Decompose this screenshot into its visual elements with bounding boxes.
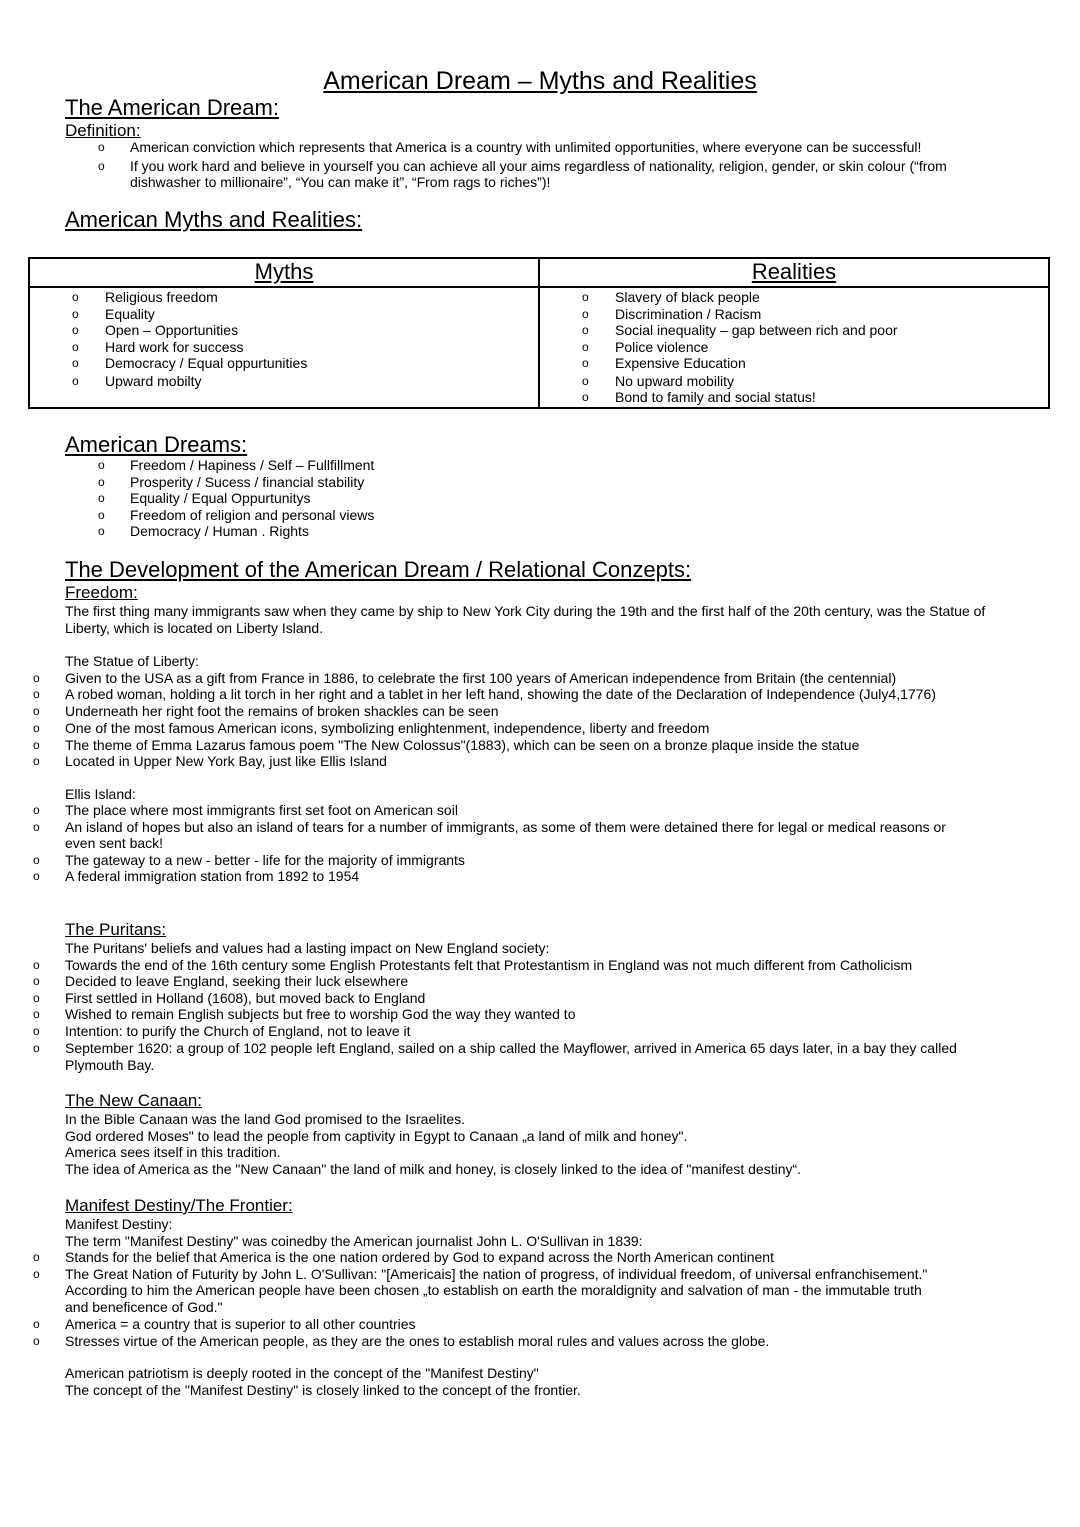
list-item: o The place where most immigrants first set foot on American soil <box>0 802 955 819</box>
canaan-line: In the Bible Canaan was the land God promised to the Israelites. <box>65 1111 466 1127</box>
freedom-heading: Freedom: <box>65 583 138 602</box>
statue-list <box>0 670 955 770</box>
realities-list <box>540 289 1048 406</box>
list-item: o Democracy / Equal oppurtunities <box>30 355 538 372</box>
list-item: o If you work hard and believe in yourself you can achieve all your aims regardless of nationality, religion, gender, or skin colour (“from dishwasher to millionaire”, “You can make it”, “From rags to riches”)! <box>65 158 995 191</box>
manifest-label: Manifest Destiny: <box>65 1216 173 1232</box>
list-item: o Located in Upper New York Bay, just like Ellis Island <box>0 753 955 770</box>
list-item: o Democracy / Human . Rights <box>65 523 995 540</box>
ellis-label: Ellis Island: <box>65 785 136 802</box>
document-title: American Dream – Myths and Realities <box>323 67 757 95</box>
manifest-section <box>65 1196 1045 1398</box>
ellis-list <box>0 802 955 885</box>
list-item: o Hard work for success <box>30 339 538 356</box>
definition-list <box>65 139 995 191</box>
canaan-section <box>65 1091 1045 1177</box>
myths-realities-section <box>65 207 1020 233</box>
list-item: o Prosperity / Sucess / financial stability <box>65 474 995 491</box>
myths-list <box>30 289 538 389</box>
development-heading: The Development of the American Dream / Relational Conzepts: <box>65 557 692 582</box>
list-item-continuation: According to him the American people have been chosen „to establish on earth the moraldignity and salvation of man - the immutable truth and beneficence of God." <box>65 1282 922 1315</box>
myths-realities-heading: American Myths and Realities: <box>65 207 363 232</box>
puritans-section <box>65 920 1045 1073</box>
table-body-row <box>30 288 1048 407</box>
list-item: o Social inequality – gap between rich and poor <box>540 322 1048 339</box>
canaan-heading: The New Canaan: <box>65 1091 203 1110</box>
list-item: o Stresses virtue of the American people, as they are the ones to establish moral rules and values across the globe. <box>0 1333 945 1350</box>
list-item: o Bond to family and social status! <box>540 389 1048 406</box>
list-item: o Open – Opportunities <box>30 322 538 339</box>
list-item <box>0 1266 945 1316</box>
table-header-row <box>30 259 1048 288</box>
list-item: o Freedom / Hapiness / Self – Fullfillment <box>65 457 995 474</box>
statue-label: The Statue of Liberty: <box>65 653 199 669</box>
list-item: o First settled in Holland (1608), but moved back to England <box>0 990 960 1007</box>
canaan-line: God ordered Moses" to lead the people from captivity in Egypt to Canaan „a land of milk and honey". <box>65 1127 688 1144</box>
development-section <box>65 557 1045 885</box>
list-item: o The theme of Emma Lazarus famous poem "The New Colossus"(1883), which can be seen on a bronze plaque inside the statue <box>0 737 955 754</box>
list-item: o One of the most famous American icons, symbolizing enlightenment, independence, liberty and freedom <box>0 720 955 737</box>
list-item: o Given to the USA as a gift from France in 1886, to celebrate the first 100 years of American independence from Britain (the centennial) <box>0 670 955 687</box>
american-dreams-list <box>65 457 995 540</box>
freedom-paragraph: The first thing many immigrants saw when they came by ship to New York City during the 19th and the first half of the 20th century, was the Statue of Liberty, which is located on Liberty Island. <box>65 603 986 636</box>
list-item: o Police violence <box>540 339 1048 356</box>
american-dream-section <box>65 95 1020 141</box>
american-dreams-section <box>65 432 1020 458</box>
realities-column-header: Realities <box>751 259 837 284</box>
american-dream-heading: The American Dream: <box>65 95 279 120</box>
canaan-line: The idea of America as the "New Canaan" the land of milk and honey, is closely linked to the idea of "manifest destiny“. <box>65 1160 802 1177</box>
list-item: o Intention: to purify the Church of England, not to leave it <box>0 1023 960 1040</box>
list-item: o Discrimination / Racism <box>540 306 1048 323</box>
list-item: o America = a country that is superior to all other countries <box>0 1316 945 1333</box>
list-item: o American conviction which represents that America is a country with unlimited opportunities, where everyone can be successful! <box>65 139 995 156</box>
myths-column <box>30 288 540 407</box>
list-item: o Underneath her right foot the remains of broken shackles can be seen <box>0 703 955 720</box>
american-dreams-heading: American Dreams: <box>65 432 248 457</box>
list-item: o A federal immigration station from 1892 to 1954 <box>0 868 955 885</box>
list-item: o No upward mobility <box>540 373 1048 390</box>
list-item: o Equality / Equal Oppurtunitys <box>65 490 995 507</box>
list-item: o Equality <box>30 306 538 323</box>
puritans-heading: The Puritans: <box>65 920 167 939</box>
list-item: o Stands for the belief that America is the one nation ordered by God to expand across the North American continent <box>0 1249 945 1266</box>
canaan-line: America sees itself in this tradition. <box>65 1144 281 1160</box>
manifest-list <box>0 1249 945 1349</box>
manifest-closing: The concept of the "Manifest Destiny" is closely linked to the concept of the frontier. <box>65 1381 581 1398</box>
realities-column <box>540 288 1048 407</box>
list-item: o September 1620: a group of 102 people left England, sailed on a ship called the Mayflower, arrived in America 65 days later, in a bay they called Plymouth Bay. <box>0 1040 960 1073</box>
list-item: o Expensive Education <box>540 355 1048 372</box>
list-item: o Towards the end of the 16th century some English Protestants felt that Protestantism in England was not much different from Catholicism <box>0 957 960 974</box>
list-item: o Freedom of religion and personal views <box>65 507 995 524</box>
manifest-closing: American patriotism is deeply rooted in the concept of the "Manifest Destiny" <box>65 1365 539 1381</box>
myths-realities-table <box>28 257 1050 409</box>
manifest-intro: The term "Manifest Destiny" was coinedby the American journalist John L. O'Sullivan in 1839: <box>65 1232 643 1249</box>
list-item-text: The Great Nation of Futurity by John L. O'Sullivan: "[Americais] the nation of progress, of individual freedom, of universal enfranchisement." <box>65 1265 928 1282</box>
puritans-list <box>0 957 960 1074</box>
definition-subheading: Definition: <box>65 121 141 140</box>
puritans-intro: The Puritans' beliefs and values had a lasting impact on New England society: <box>65 940 550 956</box>
list-item: o Upward mobilty <box>30 373 538 390</box>
list-item: o An island of hopes but also an island of tears for a number of immigrants, as some of them were detained there for legal or medical reasons or even sent back! <box>0 819 955 852</box>
list-item: o Religious freedom <box>30 289 538 306</box>
manifest-heading: Manifest Destiny/The Frontier: <box>65 1196 293 1215</box>
list-item: o Slavery of black people <box>540 289 1048 306</box>
list-item: o A robed woman, holding a lit torch in her right and a tablet in her left hand, showing the date of the Declaration of Independence (July4,1776) <box>0 686 955 703</box>
list-item: o Decided to leave England, seeking their luck elsewhere <box>0 973 960 990</box>
list-item: o The gateway to a new - better - life for the majority of immigrants <box>0 852 955 869</box>
list-item: o Wished to remain English subjects but free to worship God the way they wanted to <box>0 1006 960 1023</box>
myths-column-header: Myths <box>30 259 540 286</box>
